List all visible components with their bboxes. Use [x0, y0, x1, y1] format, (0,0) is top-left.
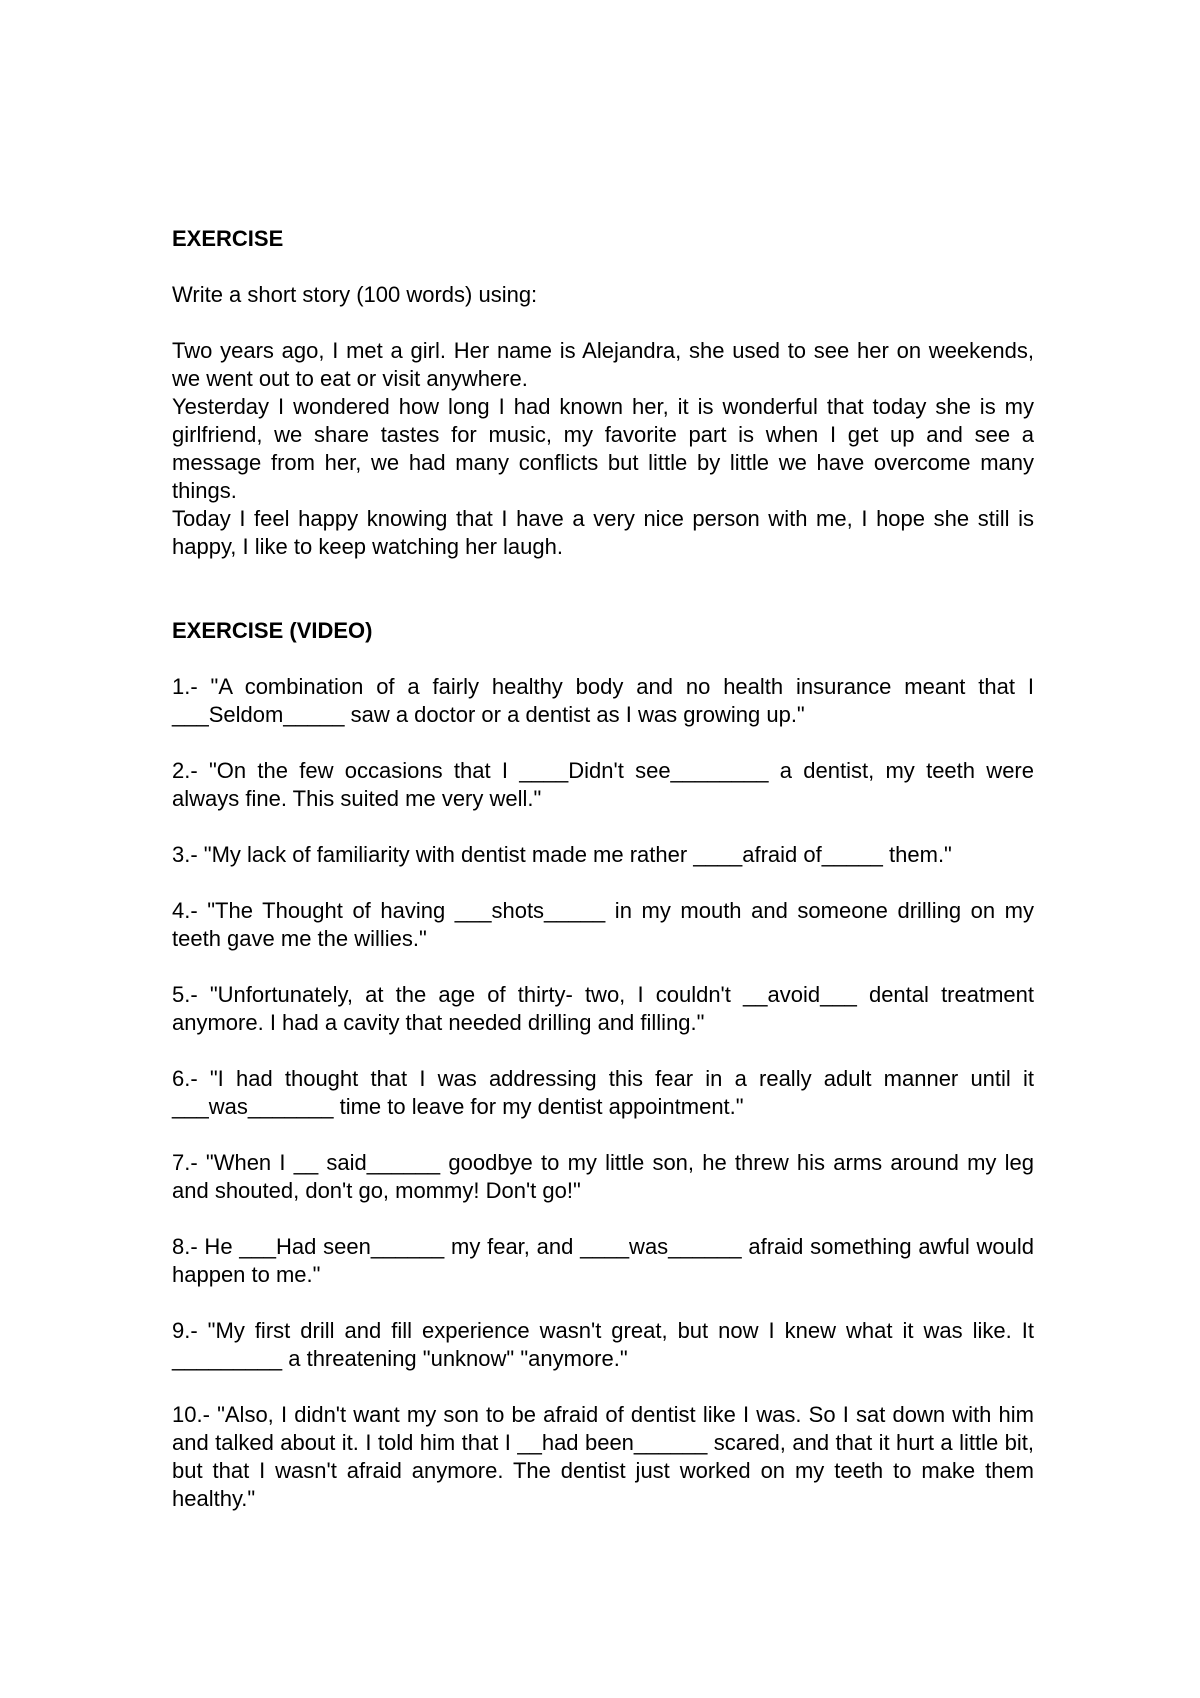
- question-item-7: 7.- "When I __ said______ goodbye to my little son, he threw his arms around my leg and shouted, don't go, mommy! Don't go!": [172, 1150, 1034, 1203]
- question-item-1: 1.- "A combination of a fairly healthy body and no health insurance meant that I ___Seldom_____ saw a doctor or a dentist as I was growing up.": [172, 674, 1034, 727]
- question-item-6: 6.- "I had thought that I was addressing this fear in a really adult manner until it ___was_______ time to leave for my dentist appointment.": [172, 1066, 1034, 1119]
- document-page: [172, 225, 1034, 1513]
- question-item-9: 9.- "My first drill and fill experience wasn't great, but now I knew what it was like. It _________ a threatening "unknow" "anymore.": [172, 1318, 1034, 1371]
- question-item-4: 4.- "The Thought of having ___shots_____ in my mouth and someone drilling on my teeth gave me the willies.": [172, 898, 1034, 951]
- video-exercise-title: EXERCISE (VIDEO): [172, 618, 373, 643]
- question-item-8: 8.- He ___Had seen______ my fear, and ____was______ afraid something awful would happen to me.": [172, 1234, 1034, 1287]
- question-item-10: 10.- "Also, I didn't want my son to be afraid of dentist like I was. So I sat down with him and talked about it. I told him that I __had been______ scared, and that it hurt a little bit, but that I wasn't afraid anymore. The dentist just worked on my teeth to make them healthy.": [172, 1402, 1034, 1511]
- story-paragraph-3: Today I feel happy knowing that I have a very nice person with me, I hope she still is happy, I like to keep watching her laugh.: [172, 506, 1034, 559]
- story-paragraph-1: Two years ago, I met a girl. Her name is Alejandra, she used to see her on weekends, we went out to eat or visit anywhere.: [172, 338, 1034, 391]
- exercise-instruction: Write a short story (100 words) using:: [172, 282, 538, 307]
- question-item-2: 2.- "On the few occasions that I ____Didn't see________ a dentist, my teeth were always fine. This suited me very well.": [172, 758, 1034, 811]
- story-paragraph-2: Yesterday I wondered how long I had known her, it is wonderful that today she is my girlfriend, we share tastes for music, my favorite part is when I get up and see a message from her, we had many conflicts but little by little we have overcome many things.: [172, 394, 1034, 503]
- question-item-3: 3.- "My lack of familiarity with dentist made me rather ____afraid of_____ them.": [172, 842, 952, 867]
- exercise-title: EXERCISE: [172, 226, 284, 251]
- question-item-5: 5.- "Unfortunately, at the age of thirty- two, I couldn't __avoid___ dental treatment anymore. I had a cavity that needed drilling and filling.": [172, 982, 1034, 1035]
